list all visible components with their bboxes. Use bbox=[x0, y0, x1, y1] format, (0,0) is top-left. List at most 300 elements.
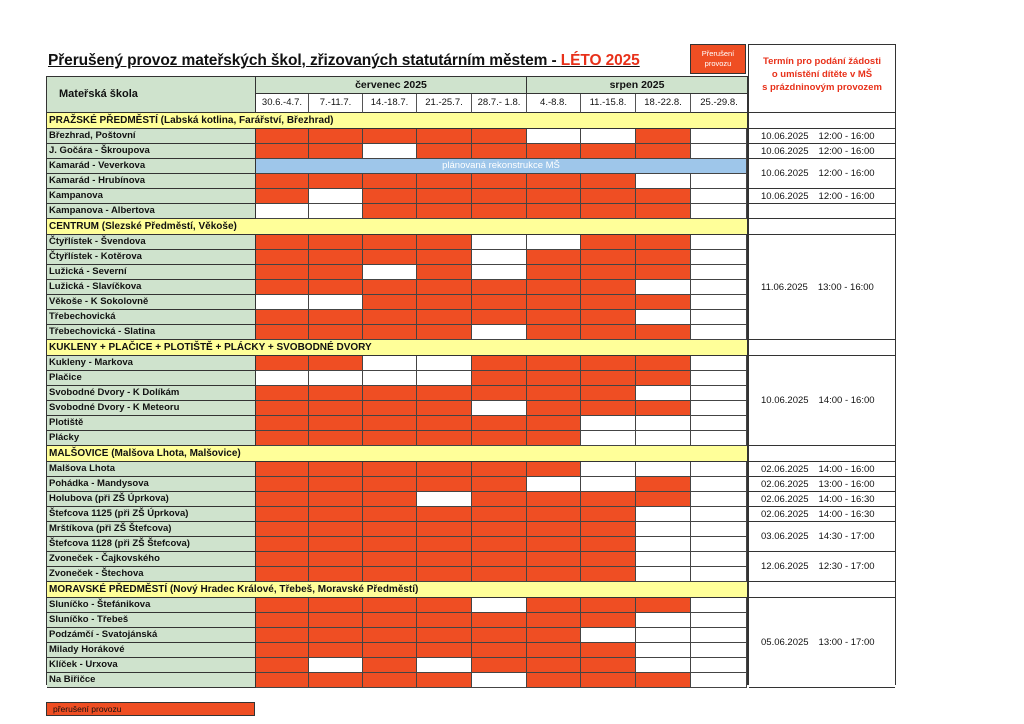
deadline-date: 11.06.2025 bbox=[761, 281, 808, 293]
closure-cell bbox=[527, 144, 581, 159]
open-cell bbox=[472, 673, 527, 688]
closure-cell bbox=[309, 552, 363, 567]
closure-cell bbox=[417, 643, 472, 658]
deadline-date: 02.06.2025 bbox=[761, 463, 809, 475]
closure-cell bbox=[256, 250, 309, 265]
closure-cell bbox=[636, 492, 691, 507]
school-name: Zvoneček - Štechova bbox=[47, 567, 256, 582]
closure-cell bbox=[256, 235, 309, 250]
open-cell bbox=[691, 265, 747, 280]
closure-cell bbox=[417, 189, 472, 204]
closure-cell bbox=[472, 658, 527, 673]
section-header: MALŠOVICE (Malšova Lhota, Malšovice) bbox=[47, 446, 747, 462]
school-name: Březhrad, Poštovní bbox=[47, 129, 256, 144]
closure-cell bbox=[527, 295, 581, 310]
school-name: Plácky bbox=[47, 431, 256, 446]
school-name: Mrštíkova (při ZŠ Štefcova) bbox=[47, 522, 256, 537]
closure-cell bbox=[309, 507, 363, 522]
closure-cell bbox=[363, 628, 417, 643]
deadline-header-line1: Termín pro podání žádosti bbox=[762, 56, 882, 67]
open-cell bbox=[417, 658, 472, 673]
open-cell bbox=[691, 401, 747, 416]
closure-cell bbox=[309, 235, 363, 250]
closure-cell bbox=[256, 522, 309, 537]
closure-cell bbox=[472, 310, 527, 325]
closure-cell bbox=[581, 371, 636, 386]
school-name: Čtyřlístek - Kotěrova bbox=[47, 250, 256, 265]
open-cell bbox=[417, 492, 472, 507]
closure-cell bbox=[581, 189, 636, 204]
closure-cell bbox=[581, 598, 636, 613]
closure-cell bbox=[581, 250, 636, 265]
deadline-entry bbox=[749, 598, 895, 688]
closure-cell bbox=[256, 613, 309, 628]
closure-cell bbox=[527, 401, 581, 416]
closure-cell bbox=[472, 613, 527, 628]
school-name: Svobodné Dvory - K Dolíkám bbox=[47, 386, 256, 401]
closure-cell bbox=[417, 431, 472, 446]
closure-cell bbox=[417, 280, 472, 295]
closure-cell bbox=[256, 658, 309, 673]
closure-cell bbox=[636, 265, 691, 280]
closure-cell bbox=[636, 235, 691, 250]
open-cell bbox=[636, 462, 691, 477]
open-cell bbox=[256, 204, 309, 219]
open-cell bbox=[636, 280, 691, 295]
closure-cell bbox=[527, 507, 581, 522]
deadline-date: 02.06.2025 bbox=[761, 478, 809, 490]
closure-cell bbox=[472, 280, 527, 295]
closure-cell bbox=[472, 144, 527, 159]
closure-cell bbox=[309, 477, 363, 492]
open-cell bbox=[636, 567, 691, 582]
closure-cell bbox=[527, 174, 581, 189]
closure-cell bbox=[363, 477, 417, 492]
school-name: Sluníčko - Třebeš bbox=[47, 613, 256, 628]
closure-cell bbox=[309, 144, 363, 159]
school-name: Třebechovická bbox=[47, 310, 256, 325]
school-name: Plotiště bbox=[47, 416, 256, 431]
open-cell bbox=[691, 295, 747, 310]
school-name: Kamarád - Veverkova bbox=[47, 159, 256, 174]
open-cell bbox=[691, 567, 747, 582]
open-cell bbox=[636, 658, 691, 673]
title-main: Přerušený provoz mateřských škol, zřizovaných statutárním městem - bbox=[48, 52, 561, 69]
open-cell bbox=[691, 537, 747, 552]
week-header: 4.-8.8. bbox=[527, 94, 581, 113]
deadline-date: 10.06.2025 bbox=[761, 130, 809, 142]
open-cell bbox=[691, 598, 747, 613]
school-name: Klíček - Urxova bbox=[47, 658, 256, 673]
section-header: MORAVSKÉ PŘEDMĚSTÍ (Nový Hradec Králové, Třebeš, Moravské Předměstí) bbox=[47, 582, 747, 598]
open-cell bbox=[527, 129, 581, 144]
bottom-legend: přerušení provozu bbox=[46, 702, 255, 716]
week-header: 28.7.- 1.8. bbox=[472, 94, 527, 113]
deadline-date: 10.06.2025 bbox=[761, 395, 809, 406]
closure-cell bbox=[636, 598, 691, 613]
open-cell bbox=[691, 310, 747, 325]
closure-cell bbox=[636, 250, 691, 265]
reconstruction-note: plánovaná rekonstrukce MŠ bbox=[256, 159, 747, 174]
closure-cell bbox=[472, 189, 527, 204]
closure-cell bbox=[417, 386, 472, 401]
deadline-time: 13:00 - 17:00 bbox=[818, 637, 875, 648]
closure-cell bbox=[472, 129, 527, 144]
deadline-entry bbox=[749, 507, 895, 522]
deadline-time: 14:00 - 16:00 bbox=[818, 463, 875, 475]
closure-cell bbox=[256, 537, 309, 552]
closure-cell bbox=[527, 310, 581, 325]
legend-line1: Přerušení bbox=[701, 49, 735, 58]
closure-cell bbox=[472, 492, 527, 507]
closure-cell bbox=[417, 522, 472, 537]
closure-cell bbox=[363, 537, 417, 552]
closure-cell bbox=[363, 204, 417, 219]
closure-cell bbox=[363, 613, 417, 628]
closure-cell bbox=[363, 658, 417, 673]
closure-cell bbox=[472, 295, 527, 310]
closure-cell bbox=[309, 174, 363, 189]
deadline-time: 13:00 - 16:00 bbox=[818, 478, 875, 490]
closure-cell bbox=[363, 189, 417, 204]
open-cell bbox=[691, 522, 747, 537]
closure-cell bbox=[581, 325, 636, 340]
closure-cell bbox=[527, 658, 581, 673]
open-cell bbox=[417, 356, 472, 371]
closure-cell bbox=[256, 310, 309, 325]
closure-cell bbox=[472, 386, 527, 401]
closure-cell bbox=[581, 613, 636, 628]
deadline-entry bbox=[749, 356, 895, 446]
open-cell bbox=[691, 431, 747, 446]
closure-cell bbox=[417, 477, 472, 492]
deadline-column bbox=[748, 113, 896, 685]
deadline-header-line2: o umístění dítěte v MŠ bbox=[771, 69, 873, 80]
deadline-header-line3: s prázdninovým provozem bbox=[762, 82, 882, 93]
closure-cell bbox=[581, 658, 636, 673]
closure-cell bbox=[417, 310, 472, 325]
closure-cell bbox=[256, 462, 309, 477]
closure-cell bbox=[256, 507, 309, 522]
school-name: Kamarád - Hrubínova bbox=[47, 174, 256, 189]
closure-cell bbox=[527, 522, 581, 537]
open-cell bbox=[636, 613, 691, 628]
closure-cell bbox=[417, 598, 472, 613]
open-cell bbox=[691, 189, 747, 204]
open-cell bbox=[363, 265, 417, 280]
closure-cell bbox=[472, 371, 527, 386]
closure-cell bbox=[472, 552, 527, 567]
closure-cell bbox=[472, 507, 527, 522]
closure-cell bbox=[309, 356, 363, 371]
closure-cell bbox=[417, 295, 472, 310]
open-cell bbox=[527, 235, 581, 250]
closure-cell bbox=[581, 567, 636, 582]
closure-cell bbox=[417, 204, 472, 219]
closure-cell bbox=[527, 371, 581, 386]
closure-cell bbox=[256, 643, 309, 658]
title-row bbox=[48, 48, 688, 76]
open-cell bbox=[636, 416, 691, 431]
closure-cell bbox=[472, 204, 527, 219]
open-cell bbox=[691, 325, 747, 340]
closure-cell bbox=[363, 462, 417, 477]
week-header: 18.-22.8. bbox=[636, 94, 691, 113]
deadline-time: 14:00 - 16:30 bbox=[818, 493, 875, 505]
closure-cell bbox=[581, 265, 636, 280]
deadline-date: 12.06.2025 bbox=[761, 561, 809, 572]
deadline-date: 10.06.2025 bbox=[761, 168, 809, 179]
closure-cell bbox=[363, 295, 417, 310]
closure-cell bbox=[309, 522, 363, 537]
open-cell bbox=[527, 477, 581, 492]
closure-cell bbox=[256, 431, 309, 446]
open-cell bbox=[691, 628, 747, 643]
school-name: Pohádka - Mandysova bbox=[47, 477, 256, 492]
school-name: Sluníčko - Štefánikova bbox=[47, 598, 256, 613]
closure-cell bbox=[472, 477, 527, 492]
open-cell bbox=[363, 144, 417, 159]
school-column-header: Mateřská škola bbox=[47, 77, 256, 113]
open-cell bbox=[691, 673, 747, 688]
closure-cell bbox=[527, 265, 581, 280]
closure-cell bbox=[527, 598, 581, 613]
school-name: Lužická - Severní bbox=[47, 265, 256, 280]
closure-cell bbox=[363, 401, 417, 416]
closure-cell bbox=[256, 401, 309, 416]
closure-cell bbox=[636, 204, 691, 219]
closure-cell bbox=[636, 295, 691, 310]
deadline-entry bbox=[749, 552, 895, 582]
closure-cell bbox=[417, 235, 472, 250]
closure-cell bbox=[256, 477, 309, 492]
closure-cell bbox=[363, 673, 417, 688]
legend-line2: provozu bbox=[704, 59, 732, 68]
school-name: Třebechovická - Slatina bbox=[47, 325, 256, 340]
closure-cell bbox=[309, 129, 363, 144]
closure-cell bbox=[256, 552, 309, 567]
closure-cell bbox=[581, 507, 636, 522]
closure-cell bbox=[636, 401, 691, 416]
closure-cell bbox=[256, 628, 309, 643]
closure-cell bbox=[527, 431, 581, 446]
school-name: Na Biřičce bbox=[47, 673, 256, 688]
open-cell bbox=[581, 628, 636, 643]
closure-cell bbox=[527, 552, 581, 567]
closure-cell bbox=[417, 628, 472, 643]
open-cell bbox=[636, 522, 691, 537]
closure-cell bbox=[363, 643, 417, 658]
open-cell bbox=[309, 189, 363, 204]
open-cell bbox=[636, 537, 691, 552]
open-cell bbox=[691, 129, 747, 144]
school-name: Holubova (při ZŠ Úprkova) bbox=[47, 492, 256, 507]
closure-cell bbox=[363, 507, 417, 522]
closure-cell bbox=[309, 310, 363, 325]
month-header-july: červenec 2025 bbox=[256, 77, 527, 94]
closure-cell bbox=[581, 386, 636, 401]
school-name: Podzámčí - Svatojánská bbox=[47, 628, 256, 643]
deadline-spacer bbox=[749, 582, 895, 598]
closure-cell bbox=[363, 310, 417, 325]
closure-cell bbox=[309, 325, 363, 340]
open-cell bbox=[472, 235, 527, 250]
closure-cell bbox=[472, 356, 527, 371]
open-cell bbox=[309, 658, 363, 673]
closure-cell bbox=[581, 310, 636, 325]
open-cell bbox=[691, 356, 747, 371]
school-name: Kampanova bbox=[47, 189, 256, 204]
closure-cell bbox=[636, 356, 691, 371]
open-cell bbox=[691, 235, 747, 250]
closure-cell bbox=[417, 613, 472, 628]
open-cell bbox=[472, 401, 527, 416]
closure-cell bbox=[256, 673, 309, 688]
closure-cell bbox=[417, 174, 472, 189]
school-name: Malšova Lhota bbox=[47, 462, 256, 477]
open-cell bbox=[581, 129, 636, 144]
deadline-spacer bbox=[749, 219, 895, 235]
deadline-time: 12:00 - 16:00 bbox=[818, 145, 875, 157]
closure-cell bbox=[363, 522, 417, 537]
closure-cell bbox=[417, 129, 472, 144]
closure-cell bbox=[417, 144, 472, 159]
closure-cell bbox=[527, 325, 581, 340]
open-cell bbox=[636, 431, 691, 446]
closure-cell bbox=[309, 280, 363, 295]
deadline-time: 13:00 - 16:00 bbox=[817, 281, 874, 293]
closure-cell bbox=[527, 492, 581, 507]
closure-cell bbox=[417, 265, 472, 280]
open-cell bbox=[581, 416, 636, 431]
closure-cell bbox=[256, 174, 309, 189]
open-cell bbox=[691, 477, 747, 492]
closure-cell bbox=[363, 129, 417, 144]
section-header: KUKLENY + PLAČICE + PLOTIŠTĚ + PLÁCKY + SVOBODNÉ DVORY bbox=[47, 340, 747, 356]
open-cell bbox=[691, 552, 747, 567]
open-cell bbox=[472, 598, 527, 613]
open-cell bbox=[691, 416, 747, 431]
closure-cell bbox=[309, 567, 363, 582]
open-cell bbox=[636, 174, 691, 189]
school-name: Lužická - Slavíčkova bbox=[47, 280, 256, 295]
closure-cell bbox=[309, 431, 363, 446]
closure-cell bbox=[309, 537, 363, 552]
closure-cell bbox=[581, 356, 636, 371]
open-cell bbox=[581, 477, 636, 492]
deadline-entry bbox=[749, 204, 895, 219]
closure-cell bbox=[472, 431, 527, 446]
closure-cell bbox=[472, 462, 527, 477]
open-cell bbox=[691, 613, 747, 628]
closure-cell bbox=[256, 265, 309, 280]
closure-cell bbox=[472, 643, 527, 658]
open-cell bbox=[309, 371, 363, 386]
closure-cell bbox=[472, 174, 527, 189]
deadline-date: 02.06.2025 bbox=[761, 493, 809, 505]
closure-cell bbox=[581, 204, 636, 219]
closure-cell bbox=[363, 598, 417, 613]
closure-cell bbox=[581, 295, 636, 310]
closure-cell bbox=[256, 325, 309, 340]
closure-cell bbox=[527, 189, 581, 204]
deadline-spacer bbox=[749, 446, 895, 462]
school-name: Kampanova - Albertova bbox=[47, 204, 256, 219]
closure-cell bbox=[256, 280, 309, 295]
school-name: Zvoneček - Čajkovského bbox=[47, 552, 256, 567]
week-header: 21.-25.7. bbox=[417, 94, 472, 113]
deadline-date: 03.06.2025 bbox=[761, 531, 809, 542]
closure-cell bbox=[363, 250, 417, 265]
closure-cell bbox=[527, 567, 581, 582]
school-name: Kukleny - Markova bbox=[47, 356, 256, 371]
deadline-spacer bbox=[749, 113, 895, 129]
deadline-spacer bbox=[749, 340, 895, 356]
closure-cell bbox=[636, 673, 691, 688]
school-name: Svobodné Dvory - K Meteoru bbox=[47, 401, 256, 416]
closure-cell bbox=[581, 401, 636, 416]
open-cell bbox=[636, 507, 691, 522]
closure-cell bbox=[309, 628, 363, 643]
closure-cell bbox=[417, 416, 472, 431]
deadline-header bbox=[748, 44, 896, 113]
closure-cell bbox=[581, 280, 636, 295]
closure-cell bbox=[527, 356, 581, 371]
deadline-entry bbox=[749, 477, 895, 492]
closure-cell bbox=[363, 567, 417, 582]
closure-cell bbox=[363, 492, 417, 507]
closure-cell bbox=[527, 280, 581, 295]
school-name: J. Gočára - Škroupova bbox=[47, 144, 256, 159]
closure-cell bbox=[309, 250, 363, 265]
closure-cell bbox=[256, 416, 309, 431]
week-header: 14.-18.7. bbox=[363, 94, 417, 113]
deadline-entry bbox=[749, 159, 895, 189]
closure-cell bbox=[363, 235, 417, 250]
deadline-entry bbox=[749, 189, 895, 204]
closure-cell bbox=[581, 552, 636, 567]
closure-cell bbox=[363, 431, 417, 446]
month-header-august: srpen 2025 bbox=[527, 77, 747, 94]
closure-cell bbox=[527, 537, 581, 552]
closure-cell bbox=[363, 386, 417, 401]
closure-cell bbox=[363, 416, 417, 431]
closure-cell bbox=[527, 673, 581, 688]
closure-cell bbox=[581, 643, 636, 658]
open-cell bbox=[691, 174, 747, 189]
closure-cell bbox=[472, 567, 527, 582]
closure-cell bbox=[309, 673, 363, 688]
closure-cell bbox=[363, 552, 417, 567]
closure-cell bbox=[417, 673, 472, 688]
school-name: Věkoše - K Sokolovně bbox=[47, 295, 256, 310]
open-cell bbox=[691, 371, 747, 386]
closure-cell bbox=[309, 613, 363, 628]
closure-cell bbox=[527, 462, 581, 477]
week-header: 30.6.-4.7. bbox=[256, 94, 309, 113]
week-header: 11.-15.8. bbox=[581, 94, 636, 113]
closure-cell bbox=[527, 643, 581, 658]
closure-cell bbox=[309, 598, 363, 613]
deadline-entry bbox=[749, 492, 895, 507]
open-cell bbox=[417, 371, 472, 386]
deadline-time: 12:00 - 16:00 bbox=[818, 190, 875, 202]
closure-cell bbox=[472, 628, 527, 643]
open-cell bbox=[636, 310, 691, 325]
closure-cell bbox=[256, 598, 309, 613]
deadline-time: 14:00 - 16:30 bbox=[818, 508, 875, 520]
open-cell bbox=[472, 250, 527, 265]
